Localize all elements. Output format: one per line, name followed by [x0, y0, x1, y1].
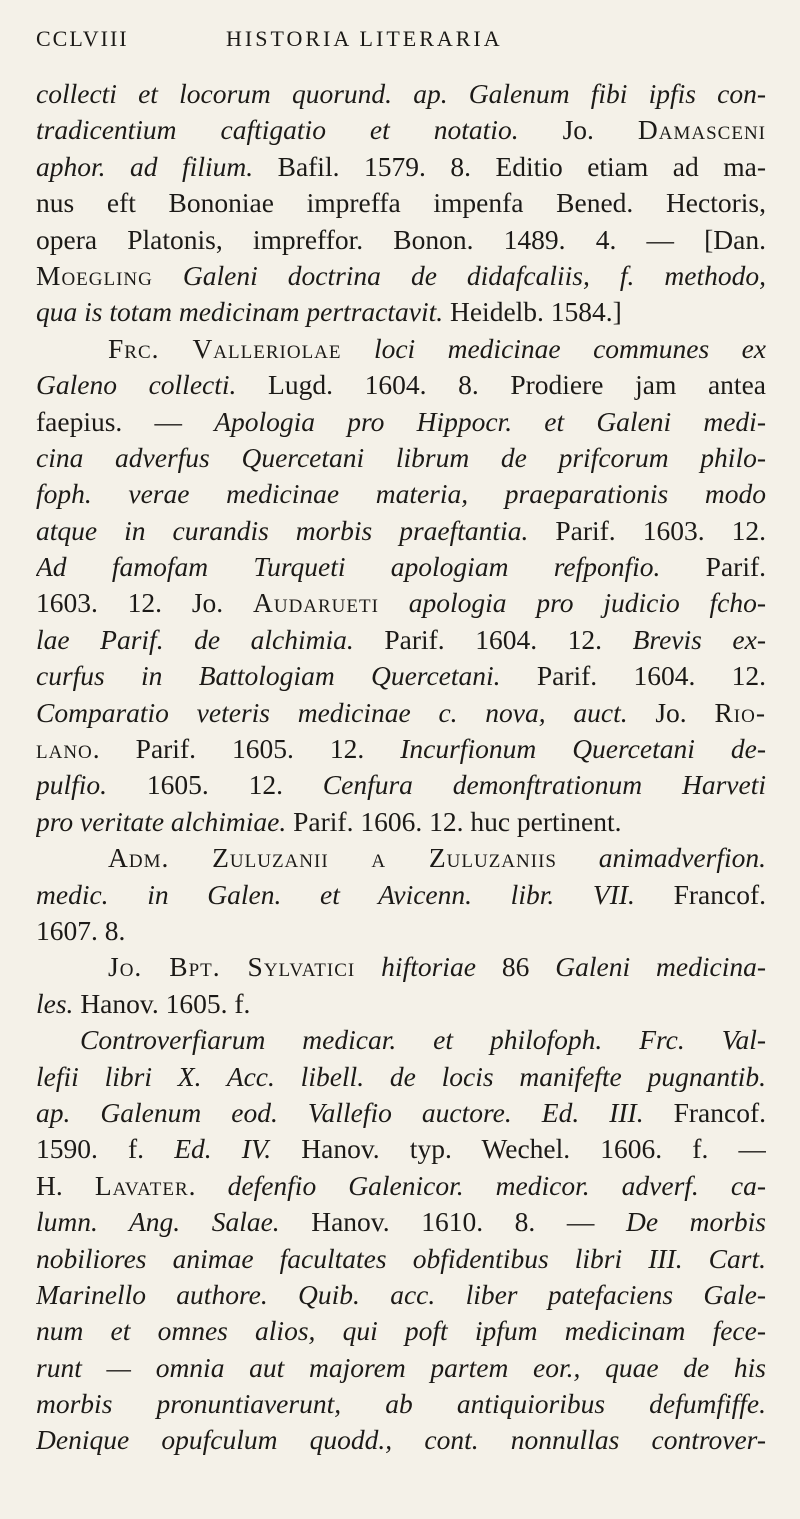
small-caps-name: Adm. Zuluzanii a Zuluzaniis	[108, 842, 557, 874]
italic-text: atque in curandis morbis praeftantia.	[36, 514, 529, 546]
text-line	[36, 1168, 766, 1204]
roman-text: 1603. 12. Jo.	[36, 587, 253, 619]
text-line	[36, 986, 766, 1022]
italic-text: qua is totam medicinam pertractavit.	[36, 296, 444, 328]
italic-text: Galeni doctrina de didafcaliis, f. methodo,	[152, 259, 766, 291]
italic-text: Controverfiarum medicar. et philofoph. Frc. Val-	[80, 1024, 766, 1056]
roman-text: Parif. 1604. 12.	[500, 660, 766, 692]
text-line	[36, 331, 766, 367]
italic-text: apologia pro judicio fcho-	[378, 587, 766, 619]
roman-text: opera Platonis, impreffor. Bonon. 1489. 4. — [Dan.	[36, 223, 766, 255]
running-title: HISTORIA LITERARIA	[226, 26, 503, 51]
small-caps-name: Lavater	[94, 1169, 189, 1201]
italic-text: Marinello authore. Quib. acc. liber patefaciens Gale-	[36, 1278, 766, 1310]
italic-text: Comparatio veteris medicinae c. nova, auct.	[36, 696, 628, 728]
text-line	[36, 367, 766, 403]
roman-text: Hanov. 1605. f.	[73, 987, 251, 1019]
roman-text: Bafil. 1579. 8. Editio etiam ad ma-	[253, 150, 766, 182]
italic-text: animadverfion.	[556, 842, 766, 874]
roman-text: Hanov. typ. Wechel. 1606. f. —	[271, 1133, 766, 1165]
roman-text: Parif. 1604. 12.	[353, 623, 633, 655]
roman-text: Francof.	[634, 878, 766, 910]
italic-text: foph. verae medicinae materia, praeparationis modo	[36, 478, 766, 510]
italic-text: runt — omnia aut majorem partem eor., quae de his	[36, 1351, 766, 1383]
italic-text: morbis pronuntiaverunt, ab antiquioribus defumfiffe.	[36, 1388, 766, 1420]
italic-text: Denique opufculum quodd., cont. nonnullas controver-	[36, 1424, 766, 1456]
small-caps-name: Rio-	[714, 696, 766, 728]
italic-text: pulfio.	[36, 769, 108, 801]
roman-text: faepius. —	[36, 405, 215, 437]
roman-text: .	[188, 1169, 228, 1201]
text-line	[36, 1313, 766, 1349]
italic-text: De morbis	[625, 1206, 766, 1238]
italic-text: defenfio Galenicor. medicor. adverf. ca-	[227, 1169, 766, 1201]
italic-text: lumn. Ang. Salae.	[36, 1206, 280, 1238]
text-line	[36, 222, 766, 258]
italic-text: Galeno collecti.	[36, 369, 237, 401]
italic-text: les.	[36, 987, 74, 1019]
text-line	[36, 1059, 766, 1095]
roman-text: Parif. 1603. 12.	[528, 514, 766, 546]
roman-text: Francof.	[643, 1096, 766, 1128]
text-line	[36, 1095, 766, 1131]
text-line	[36, 549, 766, 585]
text-line	[36, 622, 766, 658]
text-line	[36, 440, 766, 476]
italic-text: Apologia pro Hippocr. et Galeni medi-	[214, 405, 766, 437]
text-line	[36, 731, 766, 767]
text-line	[36, 76, 766, 112]
text-line	[36, 149, 766, 185]
italic-text: Cenfura demonftrationum Harveti	[322, 769, 766, 801]
roman-text: 1607. 8.	[36, 914, 126, 946]
text-line	[36, 1022, 766, 1058]
page-header	[36, 26, 766, 70]
text-line	[36, 840, 766, 876]
text-line	[36, 404, 766, 440]
text-line	[36, 476, 766, 512]
text-line	[36, 112, 766, 148]
roman-text: H.	[36, 1169, 95, 1201]
italic-text: Ad famofam Turqueti apologiam refponfio.	[36, 551, 661, 583]
text-line	[36, 1422, 766, 1458]
small-caps-name: Frc. Valleriolae	[108, 332, 342, 364]
roman-text: 86	[475, 951, 556, 983]
text-line	[36, 294, 766, 330]
italic-text: curfus in Battologiam Quercetani.	[36, 660, 501, 692]
italic-text: num et omnes alios, qui poft ipfum medicinam fece-	[36, 1315, 766, 1347]
roman-text: 1605. 12.	[107, 769, 323, 801]
roman-text: 1590. f.	[36, 1133, 175, 1165]
italic-text: Brevis ex-	[632, 623, 766, 655]
text-line	[36, 1204, 766, 1240]
italic-text: tradicentium caftigatio et notatio.	[36, 114, 519, 146]
italic-text: collecti et locorum quorund. ap. Galenum fibi ipfis con-	[36, 78, 766, 109]
italic-text: nobiliores animae facultates obfidentibus libri III. Cart.	[36, 1242, 766, 1274]
text-line	[36, 585, 766, 621]
text-line	[36, 804, 766, 840]
text-line	[36, 695, 766, 731]
italic-text: Galeni medicina-	[555, 951, 766, 983]
text-line	[36, 258, 766, 294]
italic-text: cina adverfus Quercetani librum de prifcorum philo-	[36, 441, 766, 473]
italic-text: Ed. IV.	[174, 1133, 272, 1165]
text-line	[36, 913, 766, 949]
text-line	[36, 1277, 766, 1313]
italic-text: medic. in Galen. et Avicenn. libr. VII.	[36, 878, 635, 910]
text-line	[36, 767, 766, 803]
small-caps-name: Audarueti	[252, 587, 379, 619]
roman-text: . Parif. 1605. 12.	[92, 733, 401, 765]
roman-text: nus eft Bononiae impreffa impenfa Bened. Hectoris,	[36, 187, 766, 219]
text-line	[36, 513, 766, 549]
small-caps-name: lano	[36, 733, 93, 765]
roman-text: Parif.	[660, 551, 766, 583]
italic-text: ap. Galenum eod. Vallefio auctore. Ed. III.	[36, 1096, 644, 1128]
text-line	[36, 877, 766, 913]
small-caps-name: Jo. Bpt. Sylvatici	[108, 951, 356, 983]
italic-text: loci medicinae communes ex	[341, 332, 766, 364]
italic-text: hiftoriae	[355, 951, 476, 983]
roman-text: Jo.	[518, 114, 638, 146]
text-line	[36, 185, 766, 221]
roman-text: Heidelb. 1584.]	[443, 296, 622, 328]
small-caps-name: Moegling	[36, 259, 153, 291]
roman-text: Lugd. 1604. 8. Prodiere jam antea	[236, 369, 766, 401]
text-line	[36, 658, 766, 694]
text-line	[36, 949, 766, 985]
small-caps-name: Damasceni	[637, 114, 766, 146]
italic-text: pro veritate alchimiae.	[36, 805, 287, 837]
text-line	[36, 1350, 766, 1386]
italic-text: lefii libri X. Acc. libell. de locis manifefte pugnantib.	[36, 1060, 766, 1092]
italic-text: aphor. ad filium.	[36, 150, 254, 182]
italic-text: lae Parif. de alchimia.	[36, 623, 354, 655]
text-line	[36, 1241, 766, 1277]
roman-text: Parif. 1606. 12. huc pertinent.	[286, 805, 622, 837]
body-text	[36, 76, 766, 1459]
folio-number: CCLVIII	[36, 26, 129, 51]
roman-text: Hanov. 1610. 8. —	[279, 1206, 626, 1238]
text-line	[36, 1386, 766, 1422]
roman-text: Jo.	[627, 696, 715, 728]
italic-text: Incurfionum Quercetani de-	[400, 733, 766, 765]
text-line	[36, 1131, 766, 1167]
